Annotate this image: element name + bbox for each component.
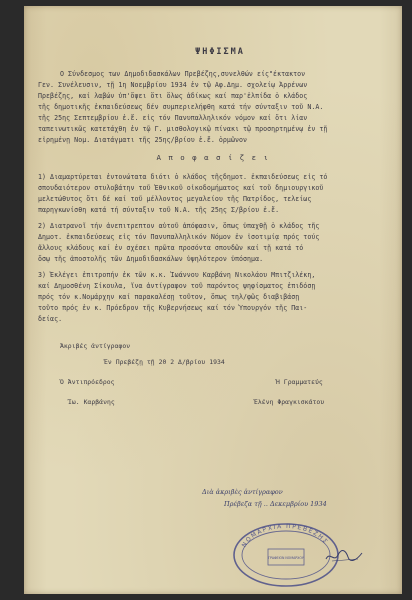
document-title: ΨΗΦΙΣΜΑ [195,47,245,57]
document-sheet [24,6,402,594]
text-line: 3) Ἐκλέγει ἐπιτροπήν ἐκ τῶν κ.κ. Ἰωάννου Καρβάνη Νικολάου Μπιτζιλέκη, [38,271,316,279]
handwritten-signature [324,547,364,565]
text-line: σπουδαιότερον στυλοβάτην τοῦ Ἐθνικοῦ οἰκοδομήματος καί τοῦ δημιουργικοῦ [38,184,324,192]
handwritten-certification: Διὰ ἀκριβὲς ἀντίγραφον [202,488,283,496]
text-line: Γεν. Συνέλευσιν, τῇ 1η Νοεμβρίου 1934 ἐν τῷ Αφ.Δημ. σχολείῳ Ἀρρένων [38,81,308,89]
copy-note: Ἀκριβές ἀντίγραφον [60,342,131,350]
text-line: ἄλλους κλάδους καί ἐν σχέσει πρῶτα προσόντα σπουδῶν καί τῇ κατά τό [38,244,304,252]
handwritten-date: Πρέβεζα τῇ .. Δεκεμβρίου 1934 [224,500,327,508]
section-heading: Α π ο φ α σ ί ζ ε ι [156,153,270,162]
text-line: ὅσῳ τῆς ἀποστολῆς τῶν Δημοδιδασκάλων ὑψηλότερον ὑπόσημα. [38,255,264,263]
text-line: Πρεβέζης, καί λαβών ὑπ'ὄψει ὅτι ὅλως ἀδίκως καί παρ'ἐλπίδα ὁ κλάδος [38,92,308,100]
text-line: μελετώθυτος ὅτι δέ καί τοῦ μέλλοντος μεγαλείου τῆς Πατρίδος, τελείως [38,195,312,203]
text-line: Δημοτ. ἐκπαιδεύσεως εἰς τόν Πανυπαλληλικόν Νόμον ἐν ἰσοτιμίᾳ πρός τούς [38,233,320,241]
text-line: 2) Διατρανοῖ τήν ἀνεπιτρεπτον αὐτοῦ ἀπόφασιν, ὅπως ὑπαχθῇ ὁ κλάδος τῆς [38,222,320,230]
text-line: τῆς δημοτικῆς ἐκπαιδεύσεως δέν συμπεριελήφθη κατά τήν σύνταξιν τοῦ Ν.Α. [38,103,324,111]
signature-name-left: Ἰω. Καρβάνης [68,398,115,406]
text-line: πρός τόν κ.Νομάρχην καί παρακαλέσῃ τοῦτον, ὅπως τηλ/φῶς διαβιβάσῃ [38,293,300,301]
stamp-ring-text: ΝΟΜΑΡΧΙΑ ΠΡΕΒΕΖΗΣ [240,522,330,549]
text-line: 1) Διαμαρτύρεται ἐντονώτατα διότι ὁ κλάδος τῆςδημοτ. ἐκπαιδεύσεως εἰς τό [38,173,328,181]
signature-role-left: Ὁ Ἀντιπρόεδρος [60,378,115,386]
text-line: ταπεινωτικῶς κατετάχθη ἐν τῷ Γ. μισθολογικῷ πίνακι τῷ προσηρτημένῳ ἐν τῇ [38,125,328,133]
text-line: δείας. [38,315,63,323]
text-line: καί Δημοσθένη Σίκουλα, ἵνα ἀντίγραφον τοῦ παρόντος ψηφίσματος ἐπιδόσῃ [38,282,316,290]
text-line: εἰρημένῃ Νομ. Διατάγματι τῆς 25ης/βρίου ἐ.ἔ. ὁρμῶνον [38,136,248,144]
date-line: Ἐν Πρεβέζῃ τῇ 20 2 Δ/βρίου 1934 [104,358,225,366]
text-line: τοῦτο πρός ἐν κ. Πρόεδρον τῆς Κυβερνήσεως καί τόν Ὑπουργόν τῆς Παι- [38,304,308,312]
text-line: Ο Σύνδεσμος των Δημοδιδασκάλων Πρεβέζης,συνελθών είς"έκτακτον [60,70,306,78]
signature-role-right: Ἡ Γραμματεύς [276,378,323,386]
text-line: παρηγκωνίσθη κατά τή σύνταξιν τοῦ Ν.Α. τῆς 25ης Σ/βρίου ἐ.ἔ. [38,206,280,214]
svg-text:ΝΟΜΑΡΧΙΑ ΠΡΕΒΕΖΗΣ [241,523,330,549]
text-line: τῆς 25ης Σεπτεμβρίου ἐ.ἔ. εἰς τόν Πανυπαλληλικόν νόμον καί ὅτι λίαν [38,114,308,122]
stamp-center-text: ΓΡΑΦΕΙΟΝ ΝΟΜΑΡΧΟΥ [268,556,304,560]
signature-name-right: Ἑλένη Φραγκισκάτου [254,398,325,406]
